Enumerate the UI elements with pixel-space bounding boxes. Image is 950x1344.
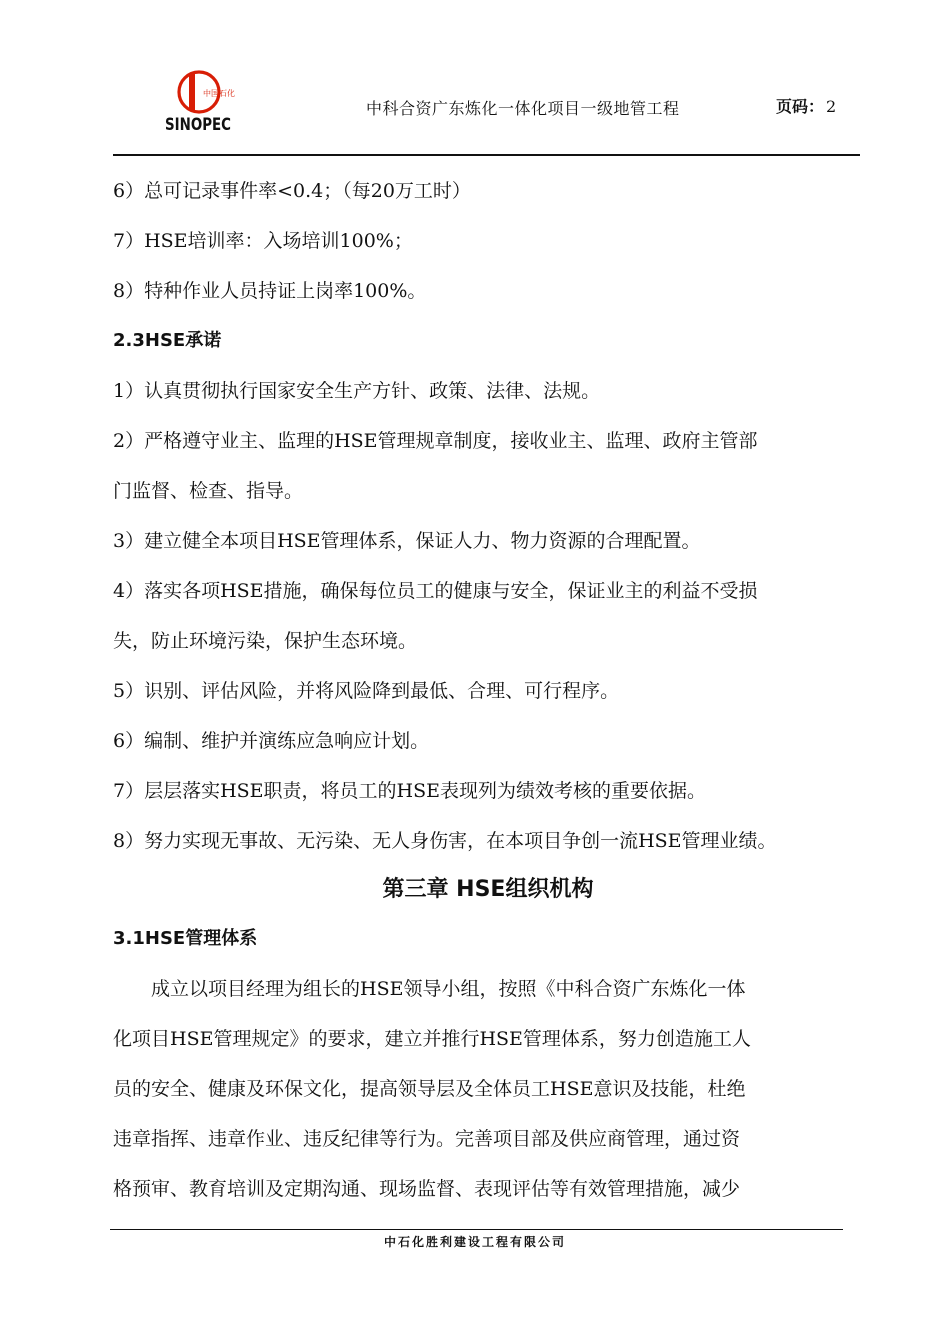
text-line: 6）编制、维护并演练应急响应计划。: [113, 730, 430, 752]
page-header: [0, 0, 950, 160]
text-line: 格预审、教育培训及定期沟通、现场监督、表现评估等有效管理措施，减少: [113, 1178, 741, 1200]
logo-cn-text: 中国石化: [203, 89, 235, 98]
section-heading: 2.3HSE承诺: [113, 330, 222, 351]
text-line: 化项目HSE管理规定》的要求，建立并推行HSE管理体系，努力创造施工人: [113, 1028, 751, 1050]
chapter-heading: 第三章 HSE组织机构: [382, 877, 594, 902]
footer-divider: [110, 1229, 843, 1230]
text-line: 成立以项目经理为组长的HSE领导小组，按照《中科合资广东炼化一体: [151, 978, 746, 1000]
text-line: 2）严格遵守业主、监理的HSE管理规章制度，接收业主、监理、政府主管部: [113, 430, 758, 452]
page-number-label: 页码：: [776, 97, 825, 116]
sinopec-logo: [163, 68, 235, 135]
page-number-value: 2: [826, 97, 837, 116]
text-line: 1）认真贯彻执行国家安全生产方针、政策、法律、法规。: [113, 380, 601, 402]
page-number: [776, 94, 836, 117]
header-divider: [113, 154, 860, 156]
text-line: 员的安全、健康及环保文化，提高领导层及全体员工HSE意识及技能，杜绝: [113, 1078, 746, 1100]
text-line: 4）落实各项HSE措施，确保每位员工的健康与安全，保证业主的利益不受损: [113, 580, 758, 602]
logo-en-text: SINOPEC: [165, 115, 231, 135]
document-body: [113, 166, 863, 1214]
text-line: 7）HSE培训率：入场培训100%；: [113, 230, 413, 252]
footer-company: 中石化胜利建设工程有限公司: [383, 1235, 566, 1249]
document-header-title: 中科合资广东炼化一体化项目一级地管工程: [366, 99, 680, 118]
text-line: 失，防止环境污染，保护生态环境。: [113, 630, 418, 652]
section-heading: 3.1HSE管理体系: [113, 928, 258, 949]
text-line: 8）努力实现无事故、无污染、无人身伤害，在本项目争创一流HSE管理业绩。: [113, 830, 777, 852]
text-line: 8）特种作业人员持证上岗率100%。: [113, 280, 427, 302]
text-line: 3）建立健全本项目HSE管理体系，保证人力、物力资源的合理配置。: [113, 530, 701, 552]
text-line: 6）总可记录事件率<0.4；（每20万工时）: [113, 180, 471, 202]
text-line: 门监督、检查、指导。: [113, 480, 304, 502]
text-line: 7）层层落实HSE职责，将员工的HSE表现列为绩效考核的重要依据。: [113, 780, 707, 802]
text-line: 违章指挥、违章作业、违反纪律等行为。完善项目部及供应商管理，通过资: [113, 1128, 741, 1150]
text-line: 5）识别、评估风险，并将风险降到最低、合理、可行程序。: [113, 680, 620, 702]
